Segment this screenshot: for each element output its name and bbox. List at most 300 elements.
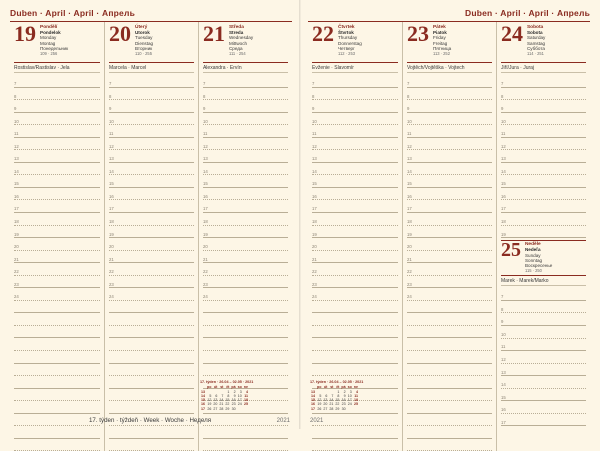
note-line[interactable] <box>312 100 398 113</box>
note-line[interactable] <box>407 113 492 126</box>
note-line[interactable] <box>312 351 398 364</box>
note-line[interactable] <box>14 426 100 439</box>
hour-label: 7 <box>500 80 504 86</box>
note-line[interactable] <box>501 288 586 301</box>
note-line[interactable] <box>312 226 398 239</box>
note-line[interactable] <box>312 439 398 451</box>
note-line[interactable] <box>14 351 100 364</box>
mini-calendar-left-table <box>200 385 249 411</box>
note-line[interactable] <box>501 326 586 339</box>
note-line[interactable] <box>501 200 586 213</box>
note-line[interactable] <box>407 364 492 377</box>
mini-cal-day[interactable]: 5 <box>319 393 322 398</box>
note-line[interactable] <box>501 75 586 88</box>
note-line[interactable] <box>501 401 586 414</box>
mini-calendar-left[interactable] <box>200 380 253 411</box>
hour-label: 8 <box>108 93 112 99</box>
note-line[interactable] <box>407 439 492 451</box>
note-line[interactable] <box>109 301 194 314</box>
mini-cal-day[interactable]: 17 <box>347 398 352 403</box>
mini-cal-day[interactable]: 22 <box>335 402 340 407</box>
note-line[interactable] <box>109 175 194 188</box>
note-line[interactable] <box>14 288 100 301</box>
mini-cal-day[interactable]: 9 <box>343 393 346 398</box>
note-line[interactable] <box>407 301 492 314</box>
mini-cal-weekday: so <box>347 385 352 390</box>
note-line[interactable] <box>501 339 586 352</box>
note-line[interactable] <box>407 414 492 427</box>
hour-label <box>312 425 320 426</box>
note-line[interactable] <box>14 389 100 402</box>
mini-cal-day[interactable]: 12 <box>207 398 212 403</box>
mini-cal-day[interactable]: 8 <box>227 393 230 398</box>
mini-cal-day[interactable]: 18 <box>354 398 358 403</box>
hour-label <box>109 450 117 451</box>
note-line[interactable] <box>203 226 288 239</box>
note-line[interactable] <box>407 188 492 201</box>
note-line[interactable] <box>14 238 100 251</box>
mini-cal-day[interactable]: 3 <box>239 389 242 394</box>
note-line[interactable] <box>501 226 586 239</box>
hour-label: 16 <box>108 193 114 199</box>
hour-label: 11 <box>202 131 208 137</box>
hour-label <box>203 337 211 338</box>
note-line[interactable] <box>14 88 100 101</box>
note-line[interactable] <box>109 313 194 326</box>
note-line[interactable] <box>203 313 288 326</box>
hour-label: 8 <box>500 306 504 312</box>
mini-cal-day[interactable]: 28 <box>329 406 334 411</box>
day-block-25[interactable] <box>501 240 586 426</box>
note-line[interactable] <box>109 200 194 213</box>
day-name-ru-23: Пятница <box>432 45 452 51</box>
note-line[interactable] <box>312 200 398 213</box>
hour-label <box>203 312 211 313</box>
note-line[interactable] <box>14 113 100 126</box>
note-line[interactable] <box>203 301 288 314</box>
day-name-en-25: Sunday <box>524 252 541 258</box>
note-line[interactable] <box>14 200 100 213</box>
note-line[interactable] <box>501 301 586 314</box>
note-line[interactable] <box>312 251 398 264</box>
note-line[interactable] <box>312 326 398 339</box>
note-line[interactable] <box>501 138 586 151</box>
mini-cal-day[interactable]: 12 <box>317 398 322 403</box>
mini-cal-day[interactable]: 20 <box>213 402 218 407</box>
note-line[interactable] <box>203 251 288 264</box>
hour-label: 17 <box>500 419 506 425</box>
note-line[interactable] <box>501 364 586 377</box>
mini-cal-day[interactable]: 3 <box>349 389 352 394</box>
notes-lines-23[interactable] <box>407 75 492 451</box>
hour-label <box>203 437 211 438</box>
mini-cal-day[interactable]: 27 <box>213 406 218 411</box>
right-page <box>300 0 600 429</box>
mini-cal-day[interactable]: 13 <box>323 398 328 403</box>
note-line[interactable] <box>203 100 288 113</box>
note-line[interactable] <box>109 75 194 88</box>
note-line[interactable] <box>109 88 194 101</box>
notes-lines-20[interactable] <box>109 75 194 451</box>
day-names-23 <box>433 24 451 56</box>
mini-cal-day[interactable]: 14 <box>219 398 224 403</box>
note-line[interactable] <box>501 188 586 201</box>
note-line[interactable] <box>312 338 398 351</box>
hour-label <box>109 437 117 438</box>
note-line[interactable] <box>501 125 586 138</box>
note-line[interactable] <box>109 226 194 239</box>
mini-cal-day[interactable]: 9 <box>233 393 236 398</box>
hour-label <box>203 450 211 451</box>
note-line[interactable] <box>203 426 288 439</box>
mini-cal-day[interactable]: 16 <box>231 398 236 403</box>
note-line[interactable] <box>501 376 586 389</box>
mini-cal-day[interactable]: 2 <box>233 389 236 394</box>
note-line[interactable] <box>312 263 398 276</box>
mini-cal-day[interactable]: 10 <box>237 393 242 398</box>
hour-label: 19 <box>500 231 506 237</box>
hour-label: 16 <box>312 193 317 199</box>
hour-label <box>109 400 117 401</box>
mini-cal-day[interactable]: 21 <box>329 402 334 407</box>
note-line[interactable] <box>109 113 194 126</box>
note-line[interactable] <box>109 389 194 402</box>
note-line[interactable] <box>14 75 100 88</box>
mini-cal-day[interactable]: 24 <box>347 402 352 407</box>
note-line[interactable] <box>14 163 100 176</box>
notes-lines-24[interactable] <box>501 75 586 238</box>
mini-cal-day[interactable]: 4 <box>356 389 358 394</box>
note-line[interactable] <box>407 163 492 176</box>
note-line[interactable] <box>203 125 288 138</box>
mini-cal-day[interactable]: 26 <box>207 406 212 411</box>
hour-label <box>14 324 22 325</box>
note-line[interactable] <box>312 175 398 188</box>
note-line[interactable] <box>312 313 398 326</box>
note-line[interactable] <box>501 313 586 326</box>
day-column-23[interactable] <box>402 22 496 451</box>
hour-label <box>109 387 117 388</box>
day-name-en-23: Friday <box>432 35 446 41</box>
mini-cal-day[interactable]: 8 <box>337 393 340 398</box>
note-line[interactable] <box>109 364 194 377</box>
mini-cal-day[interactable]: 6 <box>215 393 218 398</box>
day-header-20 <box>108 21 194 60</box>
note-line[interactable] <box>501 113 586 126</box>
note-line[interactable] <box>501 150 586 163</box>
mini-cal-day[interactable] <box>353 407 359 411</box>
note-line[interactable] <box>203 338 288 351</box>
note-line[interactable] <box>312 163 398 176</box>
mini-cal-day[interactable]: 11 <box>244 393 248 398</box>
note-line[interactable] <box>407 150 492 163</box>
hour-label: 19 <box>14 231 19 237</box>
hour-label: 12 <box>312 143 317 149</box>
note-line[interactable] <box>109 376 194 389</box>
note-line[interactable] <box>407 351 492 364</box>
mini-cal-day[interactable]: 18 <box>244 398 248 403</box>
note-line[interactable] <box>14 175 100 188</box>
note-line[interactable] <box>14 100 100 113</box>
mini-cal-day[interactable]: 24 <box>237 402 242 407</box>
note-line[interactable] <box>203 439 288 451</box>
mini-cal-day[interactable]: 30 <box>341 406 346 411</box>
hour-label: 7 <box>202 80 206 86</box>
mini-cal-week-number: 16 <box>311 402 315 407</box>
note-line[interactable] <box>407 125 492 138</box>
note-line[interactable] <box>312 88 398 101</box>
mini-cal-day[interactable]: 6 <box>325 393 328 398</box>
mini-calendar-left-title: 17. týden · 26.04 – 02.05 · 2021 <box>200 379 254 384</box>
note-line[interactable] <box>407 376 492 389</box>
day-column-24-25[interactable] <box>496 22 590 451</box>
note-line[interactable] <box>109 138 194 151</box>
mini-cal-day[interactable]: 7 <box>331 393 334 398</box>
mini-cal-day[interactable]: 19 <box>317 402 322 407</box>
note-line[interactable] <box>109 401 194 414</box>
hour-label: 11 <box>500 344 506 350</box>
note-line[interactable] <box>312 414 398 427</box>
hour-label: 7 <box>312 80 315 86</box>
note-line[interactable] <box>109 100 194 113</box>
note-line[interactable] <box>109 150 194 163</box>
note-line[interactable] <box>14 301 100 314</box>
note-line[interactable] <box>312 276 398 289</box>
hour-label <box>407 337 415 338</box>
mini-cal-day[interactable]: 22 <box>225 402 230 407</box>
day-name-sk-20: Utorok <box>134 30 150 36</box>
note-line[interactable] <box>407 251 492 264</box>
note-line[interactable] <box>14 338 100 351</box>
note-line[interactable] <box>312 188 398 201</box>
notes-lines-25[interactable] <box>501 288 586 426</box>
hour-label: 19 <box>108 231 114 237</box>
note-line[interactable] <box>109 351 194 364</box>
note-line[interactable] <box>203 88 288 101</box>
mini-cal-day[interactable]: 21 <box>219 402 224 407</box>
mini-cal-day[interactable]: 5 <box>209 393 212 398</box>
note-line[interactable] <box>312 125 398 138</box>
note-line[interactable] <box>109 213 194 226</box>
note-line[interactable] <box>203 263 288 276</box>
note-line[interactable] <box>203 238 288 251</box>
note-line[interactable] <box>407 326 492 339</box>
note-line[interactable] <box>501 351 586 364</box>
note-line[interactable] <box>407 263 492 276</box>
hour-label <box>109 349 117 350</box>
note-line[interactable] <box>14 125 100 138</box>
note-line[interactable] <box>312 426 398 439</box>
note-line[interactable] <box>14 401 100 414</box>
note-line[interactable] <box>312 138 398 151</box>
hour-label: 15 <box>500 394 506 400</box>
note-line[interactable] <box>203 351 288 364</box>
note-line[interactable] <box>501 414 586 427</box>
mini-cal-day[interactable]: 7 <box>221 393 224 398</box>
note-line[interactable] <box>109 238 194 251</box>
hour-label: 7 <box>14 80 17 86</box>
mini-cal-day[interactable]: 27 <box>323 406 328 411</box>
note-line[interactable] <box>501 88 586 101</box>
note-line[interactable] <box>203 75 288 88</box>
mini-cal-weekday: st <box>220 385 224 390</box>
note-line[interactable] <box>312 238 398 251</box>
mini-cal-day[interactable]: 14 <box>329 398 334 403</box>
note-line[interactable] <box>109 338 194 351</box>
mini-cal-day[interactable]: 17 <box>237 398 242 403</box>
note-line[interactable] <box>407 238 492 251</box>
note-line[interactable] <box>203 113 288 126</box>
hour-label: 9 <box>14 106 17 112</box>
note-line[interactable] <box>14 251 100 264</box>
note-line[interactable] <box>109 263 194 276</box>
mini-cal-day[interactable]: 23 <box>231 402 236 407</box>
day-names-20 <box>135 24 153 56</box>
note-line[interactable] <box>203 326 288 339</box>
mini-calendar-right[interactable] <box>310 380 363 411</box>
year-right: 2021 <box>310 418 324 424</box>
mini-cal-day[interactable] <box>243 407 249 411</box>
note-line[interactable] <box>312 301 398 314</box>
mini-cal-day[interactable]: 15 <box>335 398 340 403</box>
note-line[interactable] <box>312 113 398 126</box>
note-line[interactable] <box>312 150 398 163</box>
mini-cal-day[interactable]: 30 <box>231 406 236 411</box>
note-line[interactable] <box>14 364 100 377</box>
note-line[interactable] <box>407 288 492 301</box>
note-line[interactable] <box>203 200 288 213</box>
note-line[interactable] <box>407 75 492 88</box>
note-line[interactable] <box>14 376 100 389</box>
mini-cal-day[interactable]: 11 <box>354 393 358 398</box>
note-line[interactable] <box>501 163 586 176</box>
note-line[interactable] <box>14 263 100 276</box>
mini-cal-day[interactable]: 2 <box>343 389 346 394</box>
note-line[interactable] <box>109 163 194 176</box>
note-line[interactable] <box>14 213 100 226</box>
note-line[interactable] <box>203 150 288 163</box>
note-line[interactable] <box>14 313 100 326</box>
note-line[interactable] <box>14 276 100 289</box>
mini-cal-day[interactable]: 4 <box>246 389 248 394</box>
hour-label <box>14 450 22 451</box>
hour-label <box>407 425 415 426</box>
mini-cal-weekday: pá <box>341 385 346 390</box>
mini-cal-day[interactable]: 25 <box>354 402 358 407</box>
mini-cal-day[interactable]: 26 <box>317 406 322 411</box>
note-line[interactable] <box>14 138 100 151</box>
note-line[interactable] <box>203 213 288 226</box>
note-line[interactable] <box>407 138 492 151</box>
hour-label: 13 <box>14 156 19 162</box>
note-line[interactable] <box>407 88 492 101</box>
note-line[interactable] <box>407 276 492 289</box>
note-line[interactable] <box>203 175 288 188</box>
note-line[interactable] <box>407 200 492 213</box>
mini-cal-day[interactable]: 29 <box>335 406 340 411</box>
note-line[interactable] <box>109 288 194 301</box>
note-line[interactable] <box>501 100 586 113</box>
note-line[interactable] <box>312 364 398 377</box>
mini-cal-day[interactable]: 25 <box>244 402 248 407</box>
note-line[interactable] <box>109 276 194 289</box>
mini-cal-day[interactable]: 13 <box>213 398 218 403</box>
note-line[interactable] <box>407 426 492 439</box>
day-column-19[interactable] <box>10 22 104 451</box>
mini-cal-day[interactable]: 1 <box>337 389 340 394</box>
hour-label: 19 <box>202 231 208 237</box>
note-line[interactable] <box>407 389 492 402</box>
mini-cal-day[interactable]: 20 <box>323 402 328 407</box>
note-line[interactable] <box>203 188 288 201</box>
notes-lines-19[interactable] <box>14 75 100 451</box>
note-line[interactable] <box>109 326 194 339</box>
day-name-en-24: Saturday <box>526 35 546 41</box>
note-line[interactable] <box>14 188 100 201</box>
note-line[interactable] <box>501 389 586 402</box>
note-line[interactable] <box>407 401 492 414</box>
note-line[interactable] <box>109 251 194 264</box>
mini-cal-day[interactable]: 10 <box>347 393 352 398</box>
note-line[interactable] <box>203 138 288 151</box>
mini-cal-day[interactable]: 16 <box>341 398 346 403</box>
mini-cal-day[interactable]: 28 <box>219 406 224 411</box>
namedays-25: Marek · Marek/Marko <box>501 275 586 286</box>
hour-label: 18 <box>14 218 19 224</box>
note-line[interactable] <box>109 125 194 138</box>
note-line[interactable] <box>109 188 194 201</box>
note-line[interactable] <box>14 226 100 239</box>
day-name-ru-21: Среда <box>228 45 243 51</box>
note-line[interactable] <box>407 175 492 188</box>
note-line[interactable] <box>109 439 194 451</box>
note-line[interactable] <box>203 276 288 289</box>
hour-label: 24 <box>202 294 208 300</box>
note-line[interactable] <box>14 326 100 339</box>
mini-cal-day[interactable]: 29 <box>225 406 230 411</box>
note-line[interactable] <box>14 150 100 163</box>
hour-label: 14 <box>406 168 412 174</box>
day-name-sk-19: Pondelok <box>40 30 61 36</box>
note-line[interactable] <box>312 213 398 226</box>
mini-cal-day[interactable]: 1 <box>227 389 230 394</box>
day-name-ru-19: Понедельник <box>40 45 69 51</box>
note-line[interactable] <box>501 175 586 188</box>
mini-cal-day[interactable]: 15 <box>225 398 230 403</box>
day-column-20[interactable] <box>104 22 198 451</box>
hour-label: 11 <box>312 131 317 137</box>
hour-label <box>407 387 415 388</box>
note-line[interactable] <box>407 226 492 239</box>
note-line[interactable] <box>109 426 194 439</box>
note-line[interactable] <box>14 439 100 451</box>
mini-cal-day[interactable]: 19 <box>207 402 212 407</box>
note-line[interactable] <box>407 100 492 113</box>
note-line[interactable] <box>407 213 492 226</box>
note-line[interactable] <box>501 213 586 226</box>
note-line[interactable] <box>407 338 492 351</box>
note-line[interactable] <box>203 163 288 176</box>
hour-label: 16 <box>202 193 208 199</box>
note-line[interactable] <box>203 364 288 377</box>
hour-label <box>407 312 415 313</box>
note-line[interactable] <box>203 288 288 301</box>
mini-cal-day[interactable]: 23 <box>341 402 346 407</box>
note-line[interactable] <box>407 313 492 326</box>
note-line[interactable] <box>312 75 398 88</box>
hour-label <box>14 425 22 426</box>
note-line[interactable] <box>312 288 398 301</box>
